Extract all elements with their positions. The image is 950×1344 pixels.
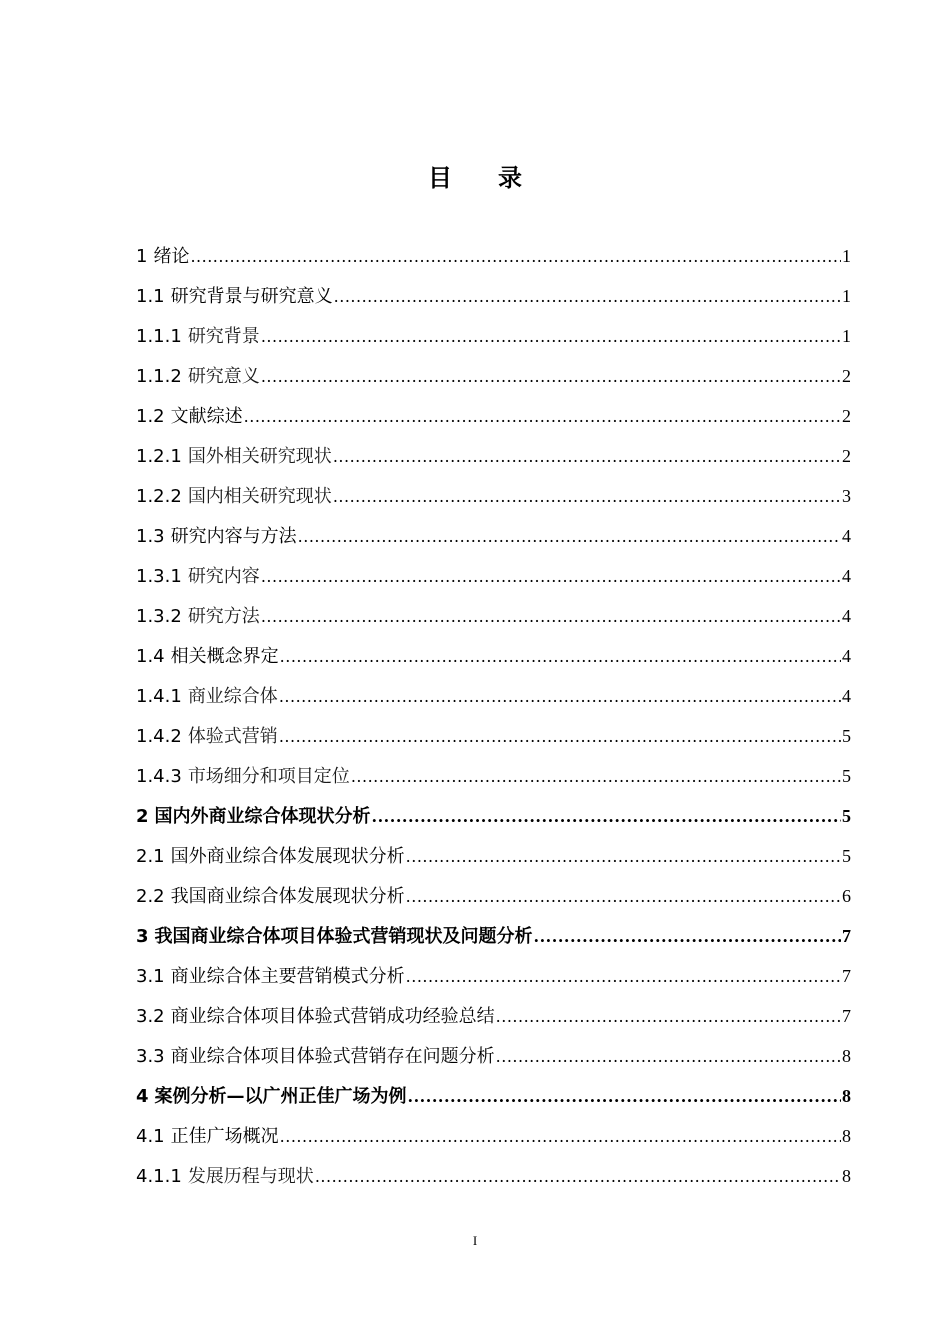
toc-entry-page-number: 4 xyxy=(842,646,851,666)
toc-entry-number: 1.1.1 xyxy=(136,326,182,347)
toc-entry-page-number: 4 xyxy=(842,526,851,546)
toc-dot-leader xyxy=(406,957,841,997)
toc-dot-leader xyxy=(261,357,841,397)
toc-dot-leader xyxy=(534,917,841,957)
toc-entry-text: 绪论 xyxy=(153,246,190,267)
toc-entry[interactable] xyxy=(136,876,851,916)
toc-entry-number: 2.2 xyxy=(136,886,165,907)
toc-entry-page-number: 5 xyxy=(842,766,851,786)
toc-entry-text: 研究内容 xyxy=(187,566,260,587)
toc-dot-leader xyxy=(334,277,841,317)
toc-entry-number: 2.1 xyxy=(136,846,165,867)
toc-entry-page-number: 7 xyxy=(842,1006,851,1026)
table-of-contents xyxy=(136,236,851,1196)
toc-entry-label xyxy=(136,1157,314,1197)
toc-entry-number: 1.4.3 xyxy=(136,766,182,787)
toc-entry-label xyxy=(136,677,278,717)
toc-entry-label xyxy=(136,1077,407,1117)
toc-entry-label xyxy=(136,797,371,837)
toc-entry[interactable] xyxy=(136,236,851,276)
toc-entry-label xyxy=(136,317,260,357)
toc-entry-text: 我国商业综合体发展现状分析 xyxy=(170,886,405,907)
toc-entry-number: 1.2.2 xyxy=(136,486,182,507)
toc-dot-leader xyxy=(408,1077,841,1117)
toc-entry-text: 市场细分和项目定位 xyxy=(187,766,350,787)
toc-entry-text: 商业综合体 xyxy=(187,686,278,707)
toc-entry-text: 正佳广场概况 xyxy=(170,1126,279,1147)
toc-entry-page-number: 5 xyxy=(842,806,851,826)
toc-entry-label xyxy=(136,877,405,917)
toc-entry-page-number: 4 xyxy=(842,606,851,626)
toc-dot-leader xyxy=(406,837,841,877)
toc-entry-label xyxy=(136,597,260,637)
toc-entry-text: 研究背景 xyxy=(187,326,260,347)
toc-entry[interactable] xyxy=(136,956,851,996)
toc-entry-number: 1.2.1 xyxy=(136,446,182,467)
toc-entry-page-number: 8 xyxy=(842,1166,851,1186)
page-number-footer: I xyxy=(472,1233,478,1248)
toc-entry-page-number: 5 xyxy=(842,726,851,746)
toc-entry-page-number: 2 xyxy=(842,366,851,386)
toc-entry-label xyxy=(136,397,243,437)
toc-entry-label xyxy=(136,917,533,957)
toc-entry-page-number: 2 xyxy=(842,446,851,466)
toc-entry-text: 国外相关研究现状 xyxy=(187,446,332,467)
toc-entry-number: 1.1 xyxy=(136,286,165,307)
toc-entry-label xyxy=(136,477,332,517)
toc-entry-number: 1.3.2 xyxy=(136,606,182,627)
toc-entry-page-number: 7 xyxy=(842,926,851,946)
toc-entry-page-number: 4 xyxy=(842,686,851,706)
toc-entry-label xyxy=(136,1037,495,1077)
toc-entry-number: 4.1.1 xyxy=(136,1166,182,1187)
toc-entry-label xyxy=(136,637,279,677)
toc-entry-label xyxy=(136,1117,279,1157)
toc-entry-page-number: 5 xyxy=(842,846,851,866)
toc-entry[interactable] xyxy=(136,1076,851,1116)
toc-title xyxy=(0,158,950,193)
toc-dot-leader xyxy=(372,797,841,837)
toc-entry-label xyxy=(136,437,332,477)
toc-entry-text: 研究背景与研究意义 xyxy=(170,286,333,307)
toc-entry-page-number: 8 xyxy=(842,1126,851,1146)
toc-entry-text: 商业综合体主要营销模式分析 xyxy=(170,966,405,987)
toc-entry[interactable] xyxy=(136,316,851,356)
toc-entry-page-number: 1 xyxy=(842,246,851,266)
toc-entry[interactable] xyxy=(136,916,851,956)
toc-entry[interactable] xyxy=(136,356,851,396)
toc-dot-leader xyxy=(261,597,841,637)
toc-entry-number: 1.4.2 xyxy=(136,726,182,747)
toc-entry-number: 1 xyxy=(136,246,148,267)
toc-entry-text: 国内外商业综合体现状分析 xyxy=(154,806,371,827)
toc-entry-text: 国内相关研究现状 xyxy=(187,486,332,507)
toc-entry-label xyxy=(136,237,189,277)
toc-dot-leader xyxy=(244,397,841,437)
toc-entry[interactable] xyxy=(136,1156,851,1196)
toc-entry[interactable] xyxy=(136,436,851,476)
toc-entry-text: 研究意义 xyxy=(187,366,260,387)
toc-entry-number: 1.4 xyxy=(136,646,165,667)
toc-entry-page-number: 3 xyxy=(842,486,851,506)
toc-entry[interactable] xyxy=(136,556,851,596)
toc-entry-page-number: 8 xyxy=(842,1046,851,1066)
toc-dot-leader xyxy=(315,1157,841,1197)
toc-entry-label xyxy=(136,957,405,997)
toc-entry[interactable] xyxy=(136,796,851,836)
toc-entry-number: 1.1.2 xyxy=(136,366,182,387)
toc-entry-number: 3.2 xyxy=(136,1006,165,1027)
toc-entry-text: 体验式营销 xyxy=(187,726,278,747)
toc-entry[interactable] xyxy=(136,756,851,796)
toc-entry-number: 4 xyxy=(136,1086,149,1107)
toc-entry-text: 研究内容与方法 xyxy=(170,526,297,547)
toc-dot-leader xyxy=(279,717,841,757)
toc-entry[interactable] xyxy=(136,476,851,516)
toc-dot-leader xyxy=(279,677,841,717)
toc-entry[interactable] xyxy=(136,996,851,1036)
toc-entry-label xyxy=(136,757,350,797)
toc-entry-page-number: 1 xyxy=(842,286,851,306)
toc-entry-label xyxy=(136,837,405,877)
toc-entry-page-number: 4 xyxy=(842,566,851,586)
toc-entry-label xyxy=(136,517,297,557)
toc-entry-text: 相关概念界定 xyxy=(170,646,279,667)
toc-entry-text: 商业综合体项目体验式营销存在问题分析 xyxy=(170,1046,495,1067)
toc-entry[interactable] xyxy=(136,1116,851,1156)
toc-dot-leader xyxy=(280,1117,841,1157)
toc-entry-text: 发展历程与现状 xyxy=(187,1166,314,1187)
toc-entry-text: 商业综合体项目体验式营销成功经验总结 xyxy=(170,1006,495,1027)
toc-dot-leader xyxy=(280,637,841,677)
toc-entry-number: 1.2 xyxy=(136,406,165,427)
toc-dot-leader xyxy=(298,517,841,557)
toc-entry-label xyxy=(136,997,495,1037)
toc-entry-number: 3 xyxy=(136,926,149,947)
toc-title-part-1: 目 xyxy=(428,164,452,192)
toc-entry-page-number: 1 xyxy=(842,326,851,346)
toc-entry-text: 国外商业综合体发展现状分析 xyxy=(170,846,405,867)
toc-dot-leader xyxy=(333,437,841,477)
toc-entry-number: 1.3.1 xyxy=(136,566,182,587)
toc-entry[interactable] xyxy=(136,396,851,436)
toc-dot-leader xyxy=(190,237,841,277)
toc-dot-leader xyxy=(261,557,841,597)
toc-entry[interactable] xyxy=(136,836,851,876)
toc-entry-text: 研究方法 xyxy=(187,606,260,627)
toc-entry[interactable] xyxy=(136,276,851,316)
toc-entry[interactable] xyxy=(136,596,851,636)
toc-entry-page-number: 6 xyxy=(842,886,851,906)
toc-entry[interactable] xyxy=(136,636,851,676)
toc-entry-number: 3.1 xyxy=(136,966,165,987)
toc-entry[interactable] xyxy=(136,716,851,756)
toc-entry-page-number: 7 xyxy=(842,966,851,986)
toc-entry-number: 1.4.1 xyxy=(136,686,182,707)
toc-entry[interactable] xyxy=(136,676,851,716)
toc-dot-leader xyxy=(261,317,841,357)
toc-dot-leader xyxy=(333,477,841,517)
toc-entry-page-number: 8 xyxy=(842,1086,851,1106)
toc-entry-number: 3.3 xyxy=(136,1046,165,1067)
toc-entry-label xyxy=(136,277,333,317)
toc-dot-leader xyxy=(406,877,841,917)
toc-entry-text: 我国商业综合体项目体验式营销现状及问题分析 xyxy=(154,926,533,947)
toc-entry-text: 案例分析—以广州正佳广场为例 xyxy=(154,1086,407,1107)
toc-entry-label xyxy=(136,557,260,597)
toc-entry-number: 1.3 xyxy=(136,526,165,547)
toc-dot-leader xyxy=(351,757,841,797)
toc-entry[interactable] xyxy=(136,1036,851,1076)
toc-entry-number: 4.1 xyxy=(136,1126,165,1147)
toc-dot-leader xyxy=(496,997,841,1037)
toc-dot-leader xyxy=(496,1037,841,1077)
toc-entry-number: 2 xyxy=(136,806,149,827)
toc-entry-label xyxy=(136,357,260,397)
toc-entry-text: 文献综述 xyxy=(170,406,243,427)
toc-title-part-2: 录 xyxy=(498,164,522,192)
toc-entry-page-number: 2 xyxy=(842,406,851,426)
toc-entry-label xyxy=(136,717,278,757)
toc-entry[interactable] xyxy=(136,516,851,556)
